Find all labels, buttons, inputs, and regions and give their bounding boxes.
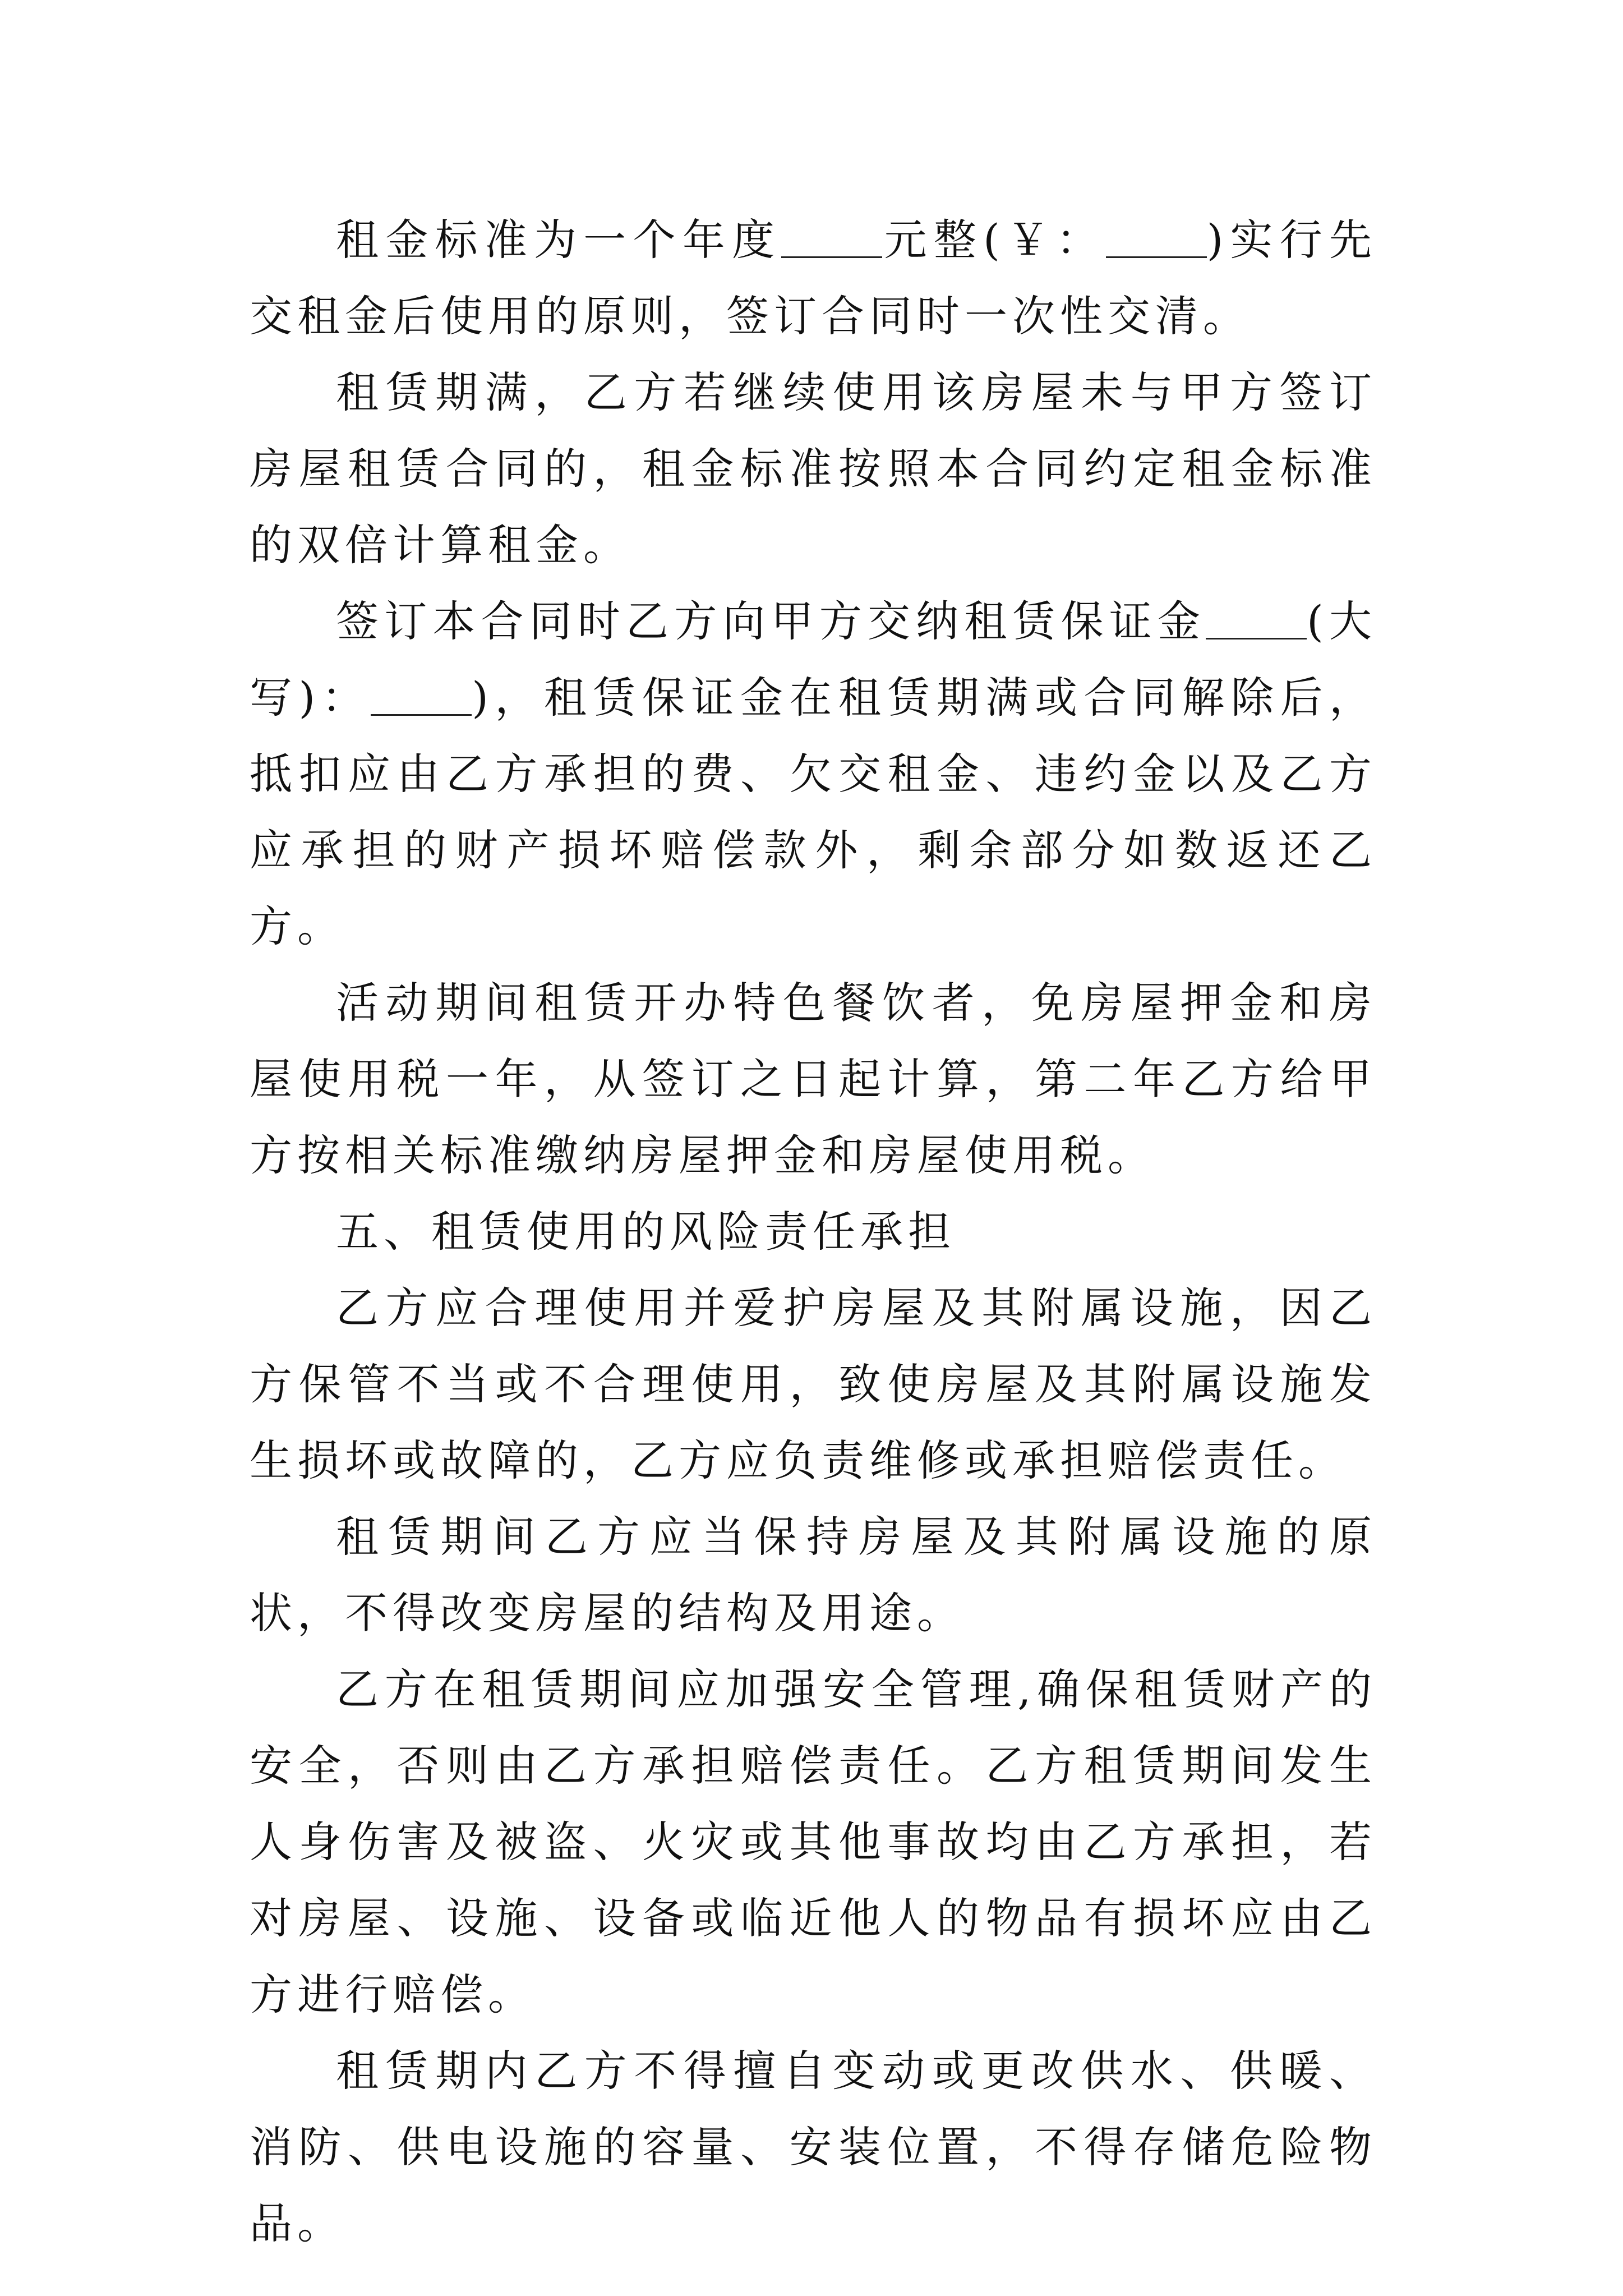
text-segment: )，租赁保证金在租赁期满或合同解除后，抵扣应由乙方承担的费、欠交租金、违约金以及乙方应承担的财产损坏赔偿款外，剩余部分如数返还乙方。 bbox=[250, 673, 1377, 951]
paragraph-safety bbox=[250, 1651, 1377, 2033]
paragraph-keep-original bbox=[250, 1499, 1377, 1651]
paragraph-lease-expiry bbox=[250, 355, 1377, 583]
text-segment: 活动期间租赁开办特色餐饮者，免房屋押金和房屋使用税一年，从签订之日起计算，第二年乙方给甲方按相关标准缴纳房屋押金和房屋使用税。 bbox=[250, 978, 1377, 1180]
section-heading-risk bbox=[250, 1194, 1377, 1270]
fill-in-blank-amount-figures bbox=[1106, 223, 1207, 258]
fill-in-blank-deposit bbox=[1206, 604, 1307, 639]
paragraph-special-catering bbox=[250, 965, 1377, 1194]
text-segment: 乙方在租赁期间应加强安全管理,确保租赁财产的安全，否则由乙方承担赔偿责任。乙方租赁期间发生人身伤害及被盗、火灾或其他事故均由乙方承担，若对房屋、设施、设备或临近他人的物品有损坏应由乙方进行赔偿。 bbox=[250, 1664, 1377, 2019]
paragraph-rent-standard bbox=[250, 202, 1377, 355]
text-segment: 租金标准为一个年度 bbox=[336, 215, 782, 265]
text-segment: 元整(￥： bbox=[882, 215, 1106, 265]
text-segment: 租赁期内乙方不得擅自变动或更改供水、供暖、消防、供电设施的容量、安装位置，不得存储危险物品。 bbox=[250, 2046, 1377, 2248]
paragraph-deposit bbox=[250, 583, 1377, 965]
text-segment: 五、租赁使用的风险责任承担 bbox=[336, 1207, 956, 1257]
paragraph-utilities bbox=[250, 2033, 1377, 2262]
paragraph-proper-use bbox=[250, 1270, 1377, 1499]
document-body bbox=[250, 202, 1377, 2262]
text-segment: 乙方应合理使用并爱护房屋及其附属设施，因乙方保管不当或不合理使用，致使房屋及其附属设施发生损坏或故障的，乙方应负责维修或承担赔偿责任。 bbox=[250, 1283, 1377, 1485]
text-segment: 签订本合同时乙方向甲方交纳租赁保证金 bbox=[336, 596, 1206, 646]
text-segment: (大写)： bbox=[250, 596, 1377, 723]
fill-in-blank-annual-amount bbox=[781, 223, 882, 258]
text-segment: )实行先交租金后使用的原则，签订合同时一次性交清。 bbox=[250, 215, 1377, 341]
text-segment: 租赁期间乙方应当保持房屋及其附属设施的原状，不得改变房屋的结构及用途。 bbox=[250, 1512, 1377, 1638]
fill-in-blank-deposit-uppercase bbox=[371, 680, 472, 716]
text-segment: 租赁期满，乙方若继续使用该房屋未与甲方签订房屋租赁合同的，租金标准按照本合同约定租金标准的双倍计算租金。 bbox=[250, 367, 1377, 570]
